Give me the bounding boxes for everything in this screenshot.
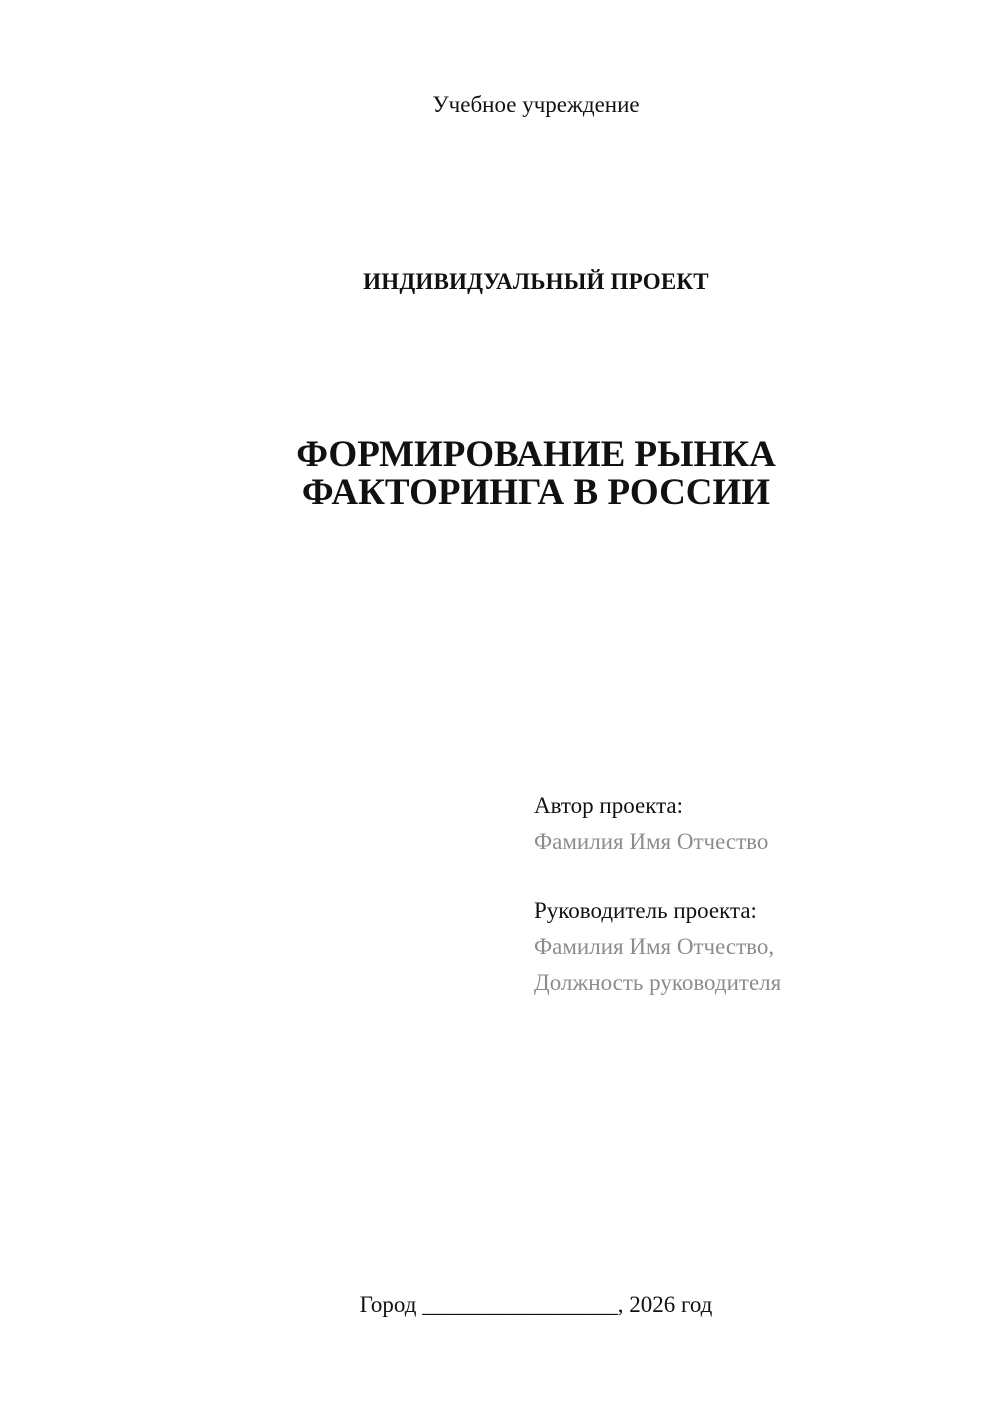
city-blank: _________________ — [422, 1292, 618, 1317]
supervisor-position: Должность руководителя — [534, 970, 782, 995]
supervisor-label: Руководитель проекта: — [534, 898, 757, 923]
project-title-line-2: ФАКТОРИНГА В РОССИИ — [301, 472, 771, 513]
institution-name: Учебное учреждение — [432, 92, 640, 117]
credits-spacer — [534, 860, 974, 893]
document-type: ИНДИВИДУАЛЬНЫЙ ПРОЕКТ — [363, 269, 709, 294]
supervisor-name: Фамилия Имя Отчество, — [534, 934, 775, 959]
project-title — [0, 436, 1000, 512]
project-title-line-1: ФОРМИРОВАНИЕ РЫНКА — [296, 434, 776, 475]
author-label: Автор проекта: — [534, 793, 683, 818]
city-label: Город — [359, 1292, 417, 1317]
author-name: Фамилия Имя Отчество — [534, 829, 769, 854]
city-year-line — [0, 1290, 1000, 1320]
credits-block — [534, 788, 974, 1001]
year-text: , 2026 год — [617, 1292, 713, 1317]
